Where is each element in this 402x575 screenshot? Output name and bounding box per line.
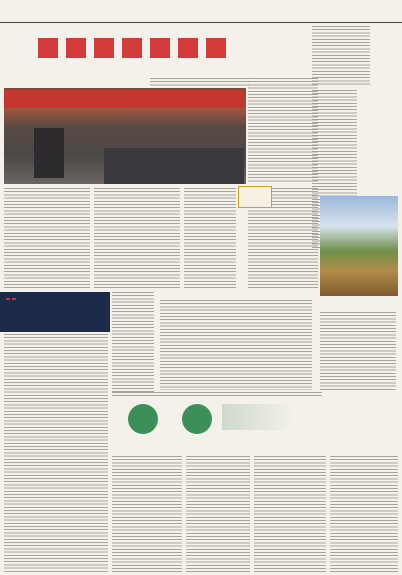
title-char <box>12 298 16 300</box>
crane-illustration <box>222 404 292 430</box>
article1-column <box>248 78 318 183</box>
hotline-badge <box>238 186 272 208</box>
article3-title <box>6 298 18 300</box>
article1-column <box>184 188 236 290</box>
training-photo <box>4 88 246 184</box>
article4-lead <box>112 392 322 396</box>
audience-figure <box>104 148 244 184</box>
article2-column <box>312 26 370 86</box>
page-header <box>0 0 402 20</box>
article4-column <box>254 456 326 572</box>
title-tile <box>94 38 114 58</box>
article2-column <box>320 312 396 390</box>
title-tile <box>178 38 198 58</box>
article2-column <box>160 300 312 390</box>
article3-column <box>112 292 154 392</box>
article4-title-area <box>112 396 402 454</box>
article1-lead-text <box>150 78 250 86</box>
photo-banner <box>4 90 244 108</box>
title-tile <box>66 38 86 58</box>
header-rule <box>0 22 402 23</box>
article1-column <box>94 188 180 290</box>
speaker-figure <box>34 128 64 178</box>
landscape-photo <box>320 196 398 296</box>
title-badge <box>128 404 158 434</box>
title-badge <box>182 404 212 434</box>
article3-column <box>4 334 108 572</box>
article1-title <box>38 38 226 58</box>
title-tile <box>206 38 226 58</box>
article3-title-box <box>0 292 110 332</box>
article4-column <box>186 456 250 572</box>
title-tile <box>38 38 58 58</box>
title-char <box>6 298 10 300</box>
article1-column <box>4 188 90 290</box>
title-tile <box>150 38 170 58</box>
article4-column <box>112 456 182 572</box>
title-tile <box>122 38 142 58</box>
article4-column <box>330 456 398 572</box>
